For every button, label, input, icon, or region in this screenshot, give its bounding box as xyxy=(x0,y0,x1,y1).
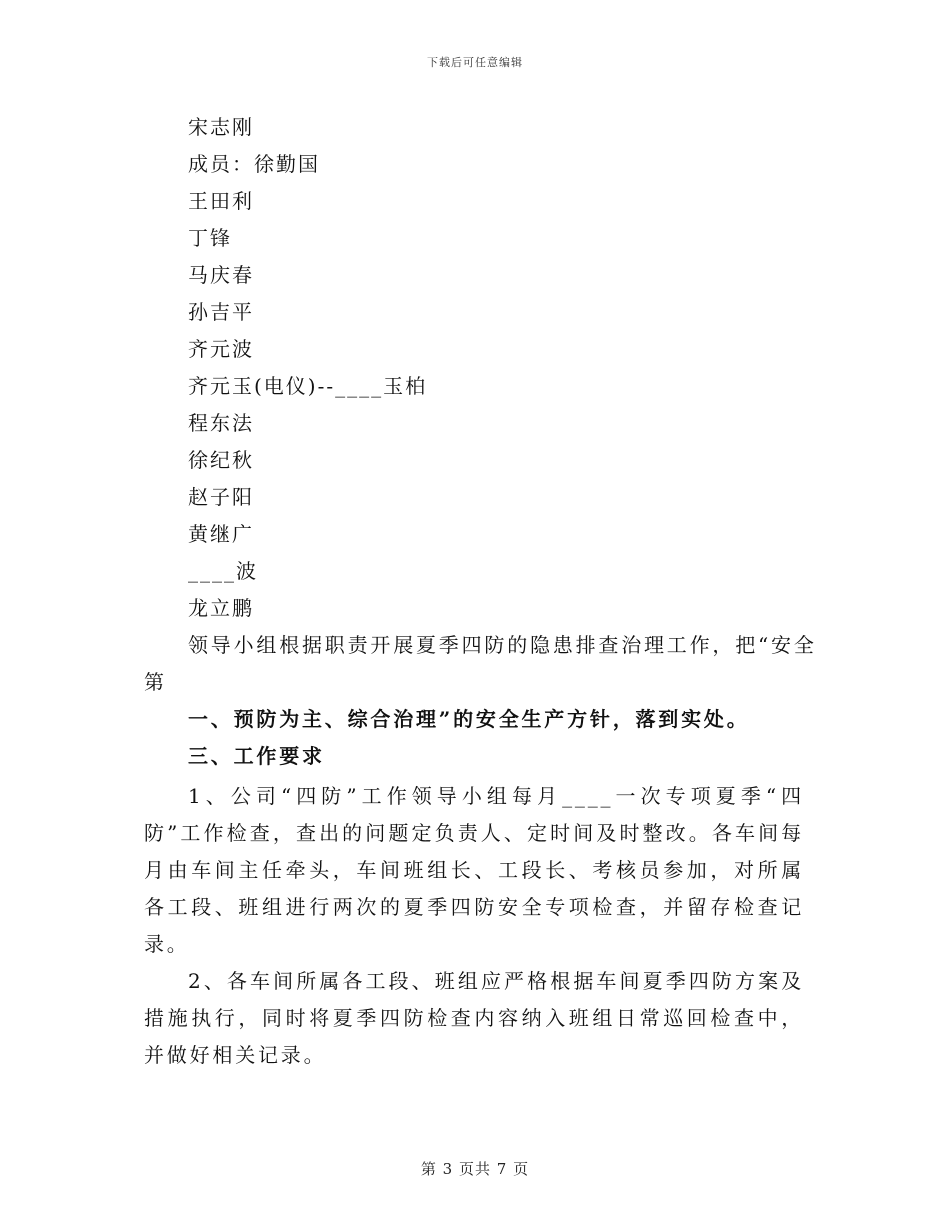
requirement-paragraph-1: 1、公司“四防”工作领导小组每月____一次专项夏季“四防”工作检查，查出的问题定负责人、定时间及时整改。各车间每月由车间主任牵头，车间班组长、工段长、考核员参加，对所属各工段、班组进行两次的夏季四防安全专项检查，并留存检查记录。 xyxy=(144,784,804,956)
page-header-note: 下载后可任意编辑 xyxy=(427,56,523,69)
member-name: 王田利 xyxy=(188,189,254,213)
member-name: 宋志刚 xyxy=(188,115,254,139)
member-name: 龙立鹏 xyxy=(188,596,254,620)
member-name: 齐元玉(电仪)--____玉柏 xyxy=(188,374,428,398)
member-name: 程东法 xyxy=(188,411,254,435)
safety-principle-line: 一、预防为主、综合治理”的安全生产方针，落到实处。 xyxy=(188,707,750,731)
member-name: 徐纪秋 xyxy=(188,448,254,472)
member-name: 齐元波 xyxy=(188,337,254,361)
intro-paragraph-line-1: 领导小组根据职责开展夏季四防的隐患排查治理工作，把“安全 xyxy=(188,633,817,657)
member-name: ____波 xyxy=(188,559,258,583)
requirement-paragraph-2: 2、各车间所属各工段、班组应严格根据车间夏季四防方案及措施执行，同时将夏季四防检查内容纳入班组日常巡回检查中，并做好相关记录。 xyxy=(144,969,804,1067)
member-name: 黄继广 xyxy=(188,522,254,546)
section-heading: 三、工作要求 xyxy=(188,744,325,768)
member-name: 孙吉平 xyxy=(188,300,254,324)
member-name: 马庆春 xyxy=(188,263,254,287)
member-name-list xyxy=(188,112,427,630)
document-body xyxy=(144,630,817,1074)
member-name: 成员：徐勤国 xyxy=(188,152,320,176)
member-name: 丁锋 xyxy=(188,226,232,250)
page-number: 第 3 页共 7 页 xyxy=(420,1160,530,1178)
intro-paragraph-line-2: 第 xyxy=(144,670,167,694)
member-name: 赵子阳 xyxy=(188,485,254,509)
